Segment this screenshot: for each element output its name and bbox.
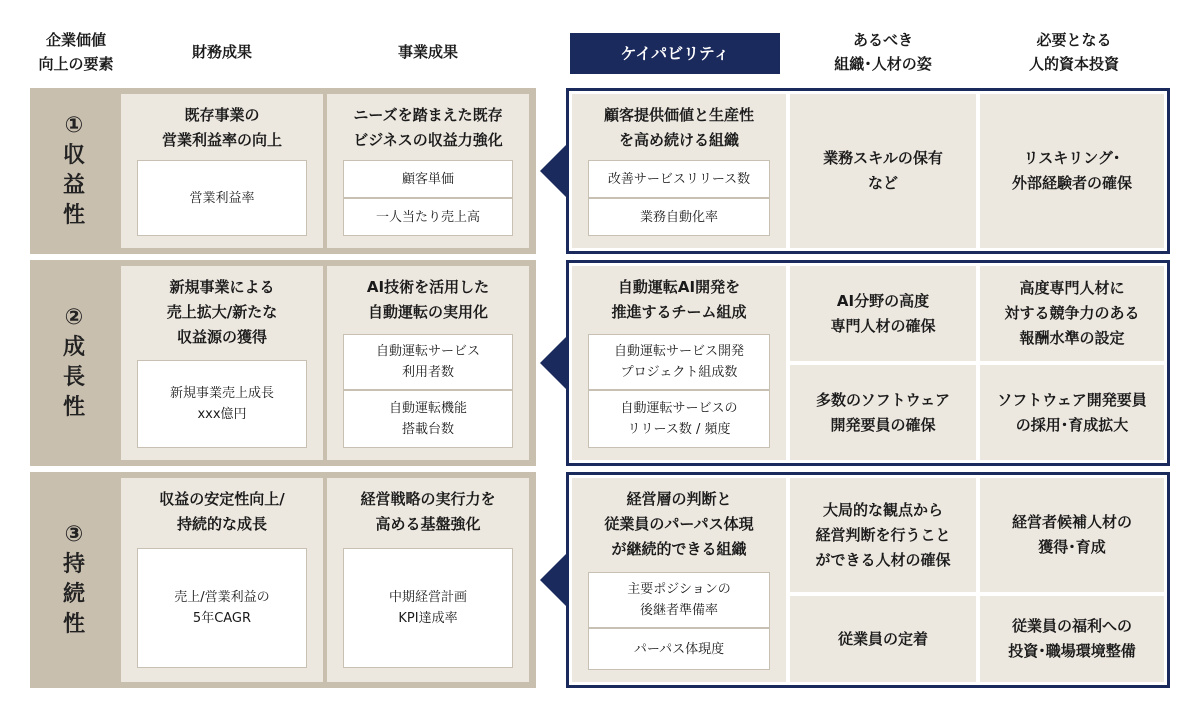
row-2-investment-2: ソフトウェア開発要員 の採用･育成拡大 xyxy=(980,365,1164,460)
row-2-capability-kpi-2: 自動運転サービスの リリース数 / 頻度 xyxy=(588,390,770,448)
row-2-investment-1: 高度専門人材に 対する競争力のある 報酬水準の設定 xyxy=(980,266,1164,361)
row-2-financial-kpi: 新規事業売上成長 xxx億円 xyxy=(137,360,307,448)
header-element: 企業価値 向上の要素 xyxy=(38,31,114,73)
row-2-capability-title: 自動運転AI開発を 推進するチーム組成 xyxy=(611,278,747,321)
row-3-capability xyxy=(572,478,786,682)
row-2-capability xyxy=(572,266,786,460)
header-investment: 必要となる 人的資本投資 xyxy=(1028,31,1119,73)
row-1-business-kpi-2: 一人当たり売上高 xyxy=(343,198,513,236)
row-3-capability-kpi-1: 主要ポジションの 後継者準備率 xyxy=(588,572,770,628)
row-2-right-panels xyxy=(569,263,1167,463)
row-2-arrow-icon xyxy=(540,337,566,389)
row-3-capability-title: 経営層の判断と 従業員のパーパス体現 が継続的できる組織 xyxy=(604,489,754,558)
row-1-capability xyxy=(572,94,786,248)
row-2-capability-kpi-1: 自動運転サービス開発 プロジェクト組成数 xyxy=(588,334,770,390)
row-3-investment-1: 経営者候補人材の 獲得･育成 xyxy=(980,478,1164,592)
header-capability: ケイパビリティ xyxy=(570,33,780,74)
row-3-financial-title: 収益の安定性向上/ 持続的な成長 xyxy=(159,490,285,533)
row-1-arrow-icon xyxy=(540,145,566,197)
row-3-label: ③ 持 続 性 xyxy=(62,522,85,637)
row-1-ideal: 業務スキルの保有 など xyxy=(790,94,976,248)
row-1-investment: リスキリング･ 外部経験者の確保 xyxy=(980,94,1164,248)
header-ideal: あるべき 組織･人材の姿 xyxy=(834,31,932,73)
header-business: 事業成果 xyxy=(397,43,458,61)
row-2-financial xyxy=(121,266,323,460)
row-2-ideal-1: AI分野の高度 専門人材の確保 xyxy=(790,266,976,361)
row-3-financial-kpi: 売上/営業利益の 5年CAGR xyxy=(137,548,307,668)
header-financial: 財務成果 xyxy=(191,43,252,61)
row-3-ideal-2: 従業員の定着 xyxy=(790,596,976,682)
row-2-financial-title: 新規事業による 売上拡大/新たな 収益源の獲得 xyxy=(166,277,278,346)
row-3-capability-kpi-2: パーパス体現度 xyxy=(588,628,770,670)
row-1-financial-kpi: 営業利益率 xyxy=(137,160,307,236)
row-1-capability-kpi-1: 改善サービスリリース数 xyxy=(588,160,770,198)
row-1-capability-kpi-2: 業務自動化率 xyxy=(588,198,770,236)
row-1-financial xyxy=(121,94,323,248)
row-1-business xyxy=(327,94,529,248)
row-3-arrow-icon xyxy=(540,554,566,606)
row-3-business-kpi: 中期経営計画 KPI達成率 xyxy=(343,548,513,668)
row-2-label: ② 成 長 性 xyxy=(62,305,85,420)
row-2-business-title: AI技術を活用した 自動運転の実用化 xyxy=(366,278,490,321)
row-3-investment-2: 従業員の福利への 投資･職場環境整備 xyxy=(980,596,1164,682)
row-2-ideal-2: 多数のソフトウェア 開発要員の確保 xyxy=(790,365,976,460)
row-2-business xyxy=(327,266,529,460)
row-3-ideal-1: 大局的な観点から 経営判断を行うこと ができる人材の確保 xyxy=(790,478,976,592)
row-2-business-kpi-2: 自動運転機能 搭載台数 xyxy=(343,390,513,448)
row-3-right-panels xyxy=(569,475,1167,685)
row-2-business-kpi-1: 自動運転サービス 利用者数 xyxy=(343,334,513,390)
row-1-right-panels xyxy=(569,91,1167,251)
row-1-business-kpi-1: 顧客単価 xyxy=(343,160,513,198)
row-1-capability-title: 顧客提供価値と生産性 を高め続ける組織 xyxy=(603,106,754,149)
row-3-business xyxy=(327,478,529,682)
row-1-financial-title: 既存事業の 営業利益率の向上 xyxy=(161,106,282,149)
row-1-business-title: ニーズを踏まえた既存 ビジネスの収益力強化 xyxy=(353,106,503,149)
row-3-financial xyxy=(121,478,323,682)
row-1-label: ① 収 益 性 xyxy=(62,113,85,228)
row-3-business-title: 経営戦略の実行力を 高める基盤強化 xyxy=(360,490,496,533)
